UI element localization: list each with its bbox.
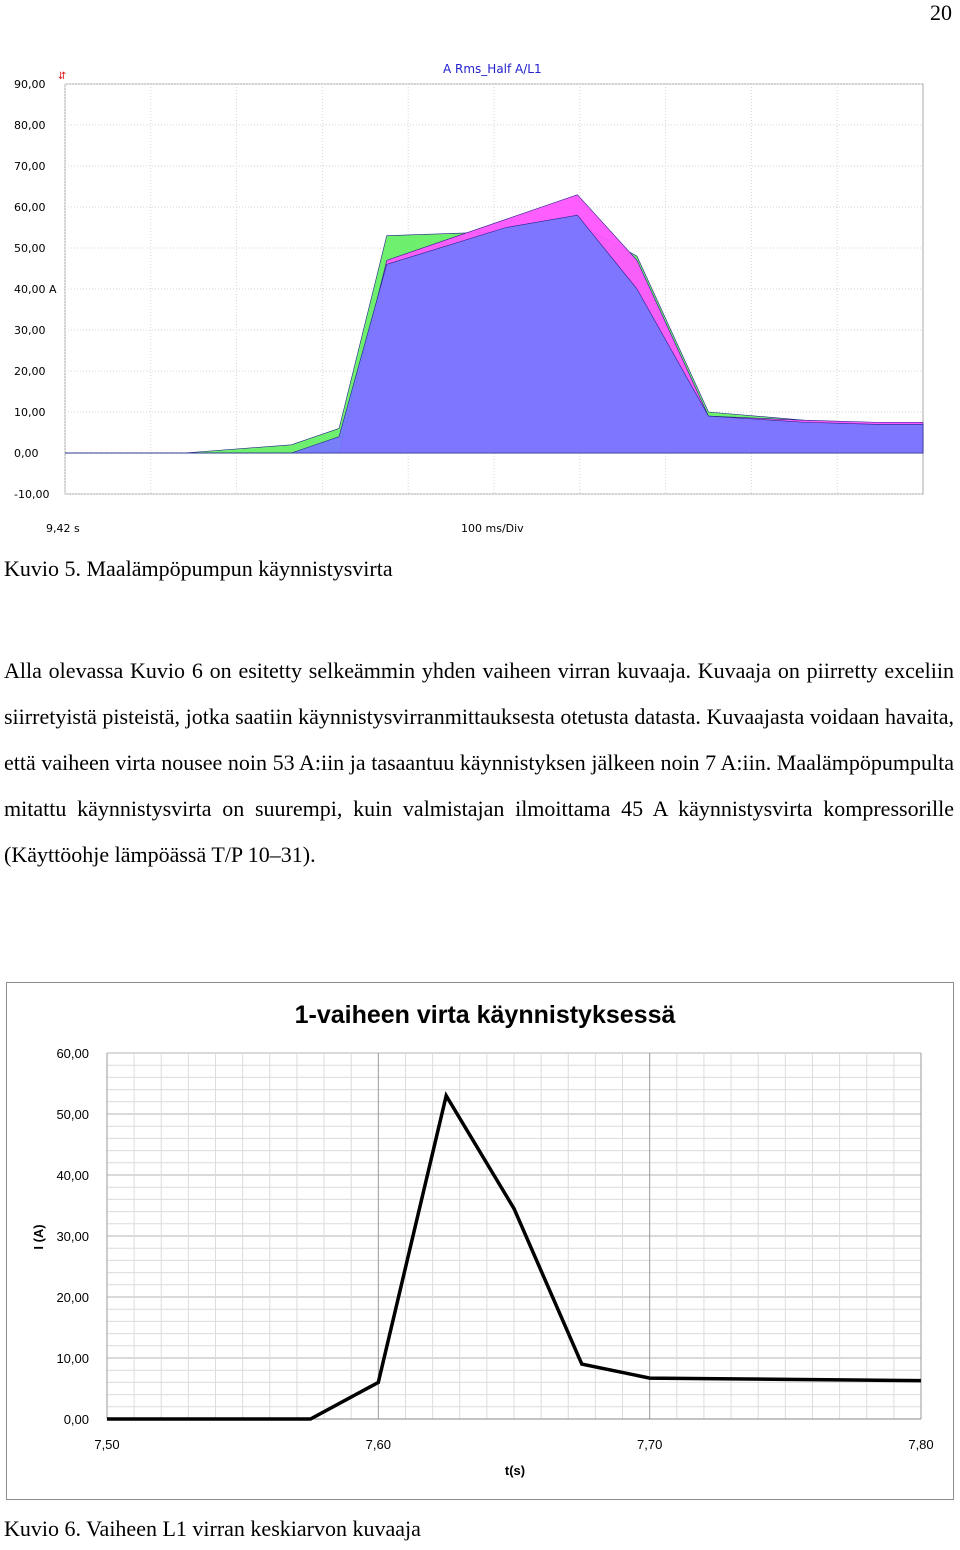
y-tick-labels (56, 1046, 89, 1427)
page-number: 20 (930, 0, 952, 25)
grid (107, 1053, 921, 1419)
y-tick-label: 70,00 (14, 160, 46, 173)
y-tick-label: -10,00 (14, 488, 50, 501)
chart-title: 1-vaiheen virta käynnistyksessä (294, 1001, 676, 1029)
y-axis-title: I (A) (31, 1224, 46, 1250)
y-tick-label: 90,00 (14, 78, 46, 91)
y-tick-label: 10,00 (56, 1351, 89, 1366)
y-tick-labels (14, 78, 57, 501)
y-tick-label: 40,00 (56, 1168, 89, 1183)
y-tick-label: 50,00 (14, 242, 46, 255)
y-tick-label: 80,00 (14, 119, 46, 132)
paragraph-text: Alla olevassa Kuvio 6 on esitetty selkeämmin yhden vaiheen virran kuvaaja. Kuvaaja on piirretty exceliin siirretyistä pisteistä, jotka saatiin käynnistysvirranmittauksesta otetusta datasta. Kuvaajasta voidaan havaita, että vaiheen virta nousee noin 53 A:iin ja tasaantuu käynnistyksen jälkeen noin 7 A:iin. Maalämpöpumpulta mitattu käynnistysvirta on suurempi, kuin valmistajan ilmoittama 45 A käynnistysvirta kompressorille (Käyttöohje lämpöässä T/P 10–31). (4, 658, 954, 867)
y-tick-label: 30,00 (56, 1229, 89, 1244)
x-start-label: 9,42 s (46, 522, 80, 535)
x-tick-label: 7,50 (94, 1437, 120, 1452)
x-tick-labels (94, 1437, 933, 1452)
y-tick-label: 60,00 (14, 201, 46, 214)
x-tick-label: 7,80 (908, 1437, 934, 1452)
y-tick-label: 10,00 (14, 406, 46, 419)
chart-title: A Rms_Half A/L1 (443, 62, 542, 76)
x-axis-title: t(s) (504, 1463, 526, 1478)
figure6-frame (6, 982, 954, 1500)
y-tick-label: 20,00 (14, 365, 46, 378)
y-tick-label: 0,00 (14, 447, 39, 460)
y-tick-label: 0,00 (63, 1412, 89, 1427)
figure6-chart (7, 983, 953, 1498)
figure5-chart (0, 55, 960, 545)
svg-text:⇵: ⇵ (58, 71, 67, 82)
figure5-caption: Kuvio 5. Maalämpöpumpun käynnistysvirta (4, 556, 393, 581)
x-div-label: 100 ms/Div (461, 522, 524, 535)
y-tick-label: 50,00 (56, 1107, 89, 1122)
figure6-caption: Kuvio 6. Vaiheen L1 virran keskiarvon kuvaaja (4, 1516, 421, 1541)
y-tick-label: 30,00 (14, 324, 46, 337)
x-tick-label: 7,70 (637, 1437, 663, 1452)
y-tick-label: 60,00 (56, 1046, 89, 1061)
body-paragraph (4, 648, 954, 878)
warn-icon (58, 71, 66, 82)
y-tick-label: 40,00 A (14, 283, 57, 296)
x-tick-label: 7,60 (365, 1437, 391, 1452)
y-tick-label: 20,00 (56, 1290, 89, 1305)
